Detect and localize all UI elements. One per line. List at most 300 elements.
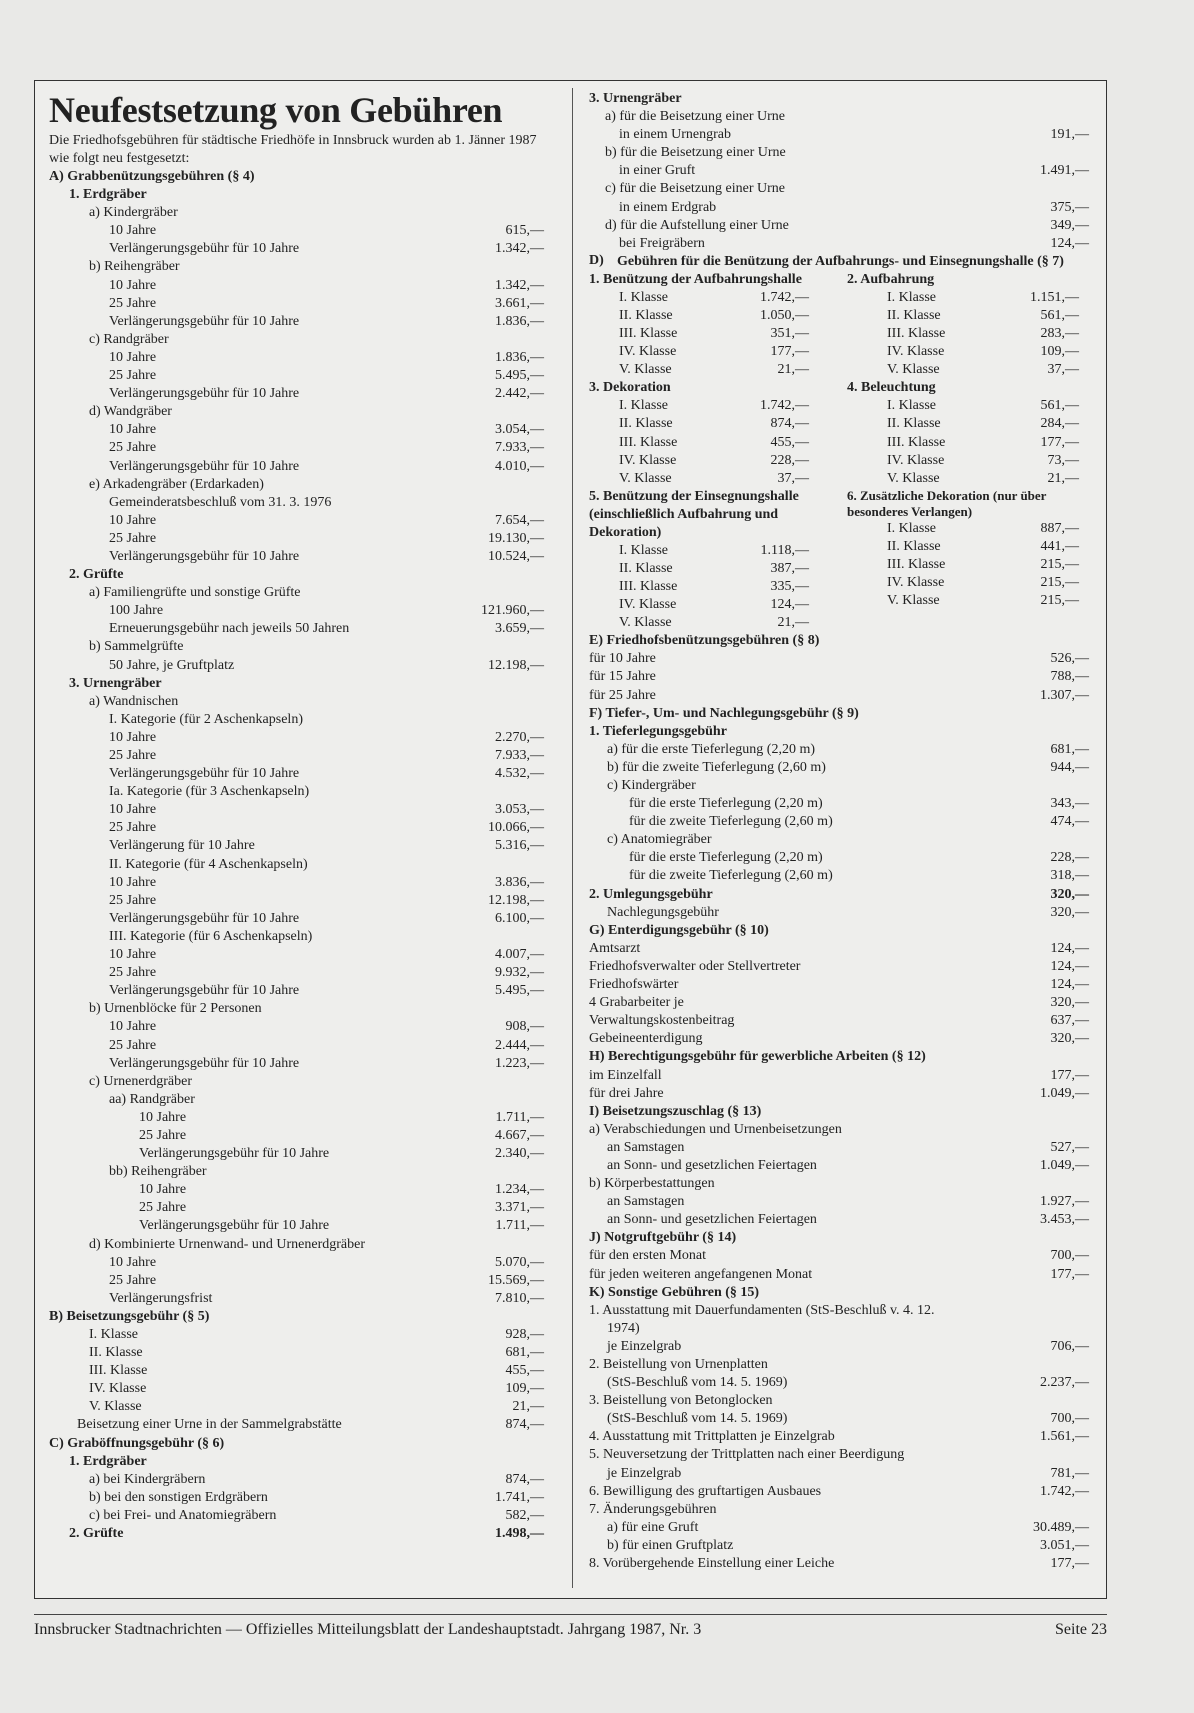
class-amount: 887,— [1040, 520, 1079, 536]
fee-label: 10 Jahre [109, 729, 157, 745]
fee-label: Ia. Kategorie (für 3 Aschenkapseln) [109, 784, 310, 800]
class-label: V. Klasse [619, 470, 672, 486]
fee-amount: 1.307,— [1040, 687, 1089, 703]
fee-row [589, 795, 1089, 813]
subtable-heading: 6. Zusätzliche Dekoration (nur über besonderes Verlangen) [847, 487, 1047, 519]
class-row [589, 307, 839, 325]
class-label: II. Klasse [619, 307, 673, 323]
fee-amount: 124,— [1050, 977, 1089, 993]
fee-amount: 5.495,— [495, 983, 544, 999]
fee-row [589, 1374, 1089, 1392]
fee-label: aa) Randgräber [109, 1091, 195, 1107]
fee-label: 25 Jahre [109, 1272, 157, 1288]
fee-list-right-top [589, 90, 1089, 253]
fee-label: für die erste Tieferlegung (2,20 m) [629, 796, 823, 812]
fee-row [49, 512, 544, 530]
fee-amount: 908,— [505, 1019, 544, 1035]
section-d-tables [589, 271, 1089, 632]
fee-label: 2. Umlegungsgebühr [589, 886, 713, 902]
fee-label: 7. Änderungsgebühren [589, 1501, 717, 1517]
fee-label: Verlängerungsgebühr für 10 Jahre [109, 241, 300, 257]
class-row [589, 452, 839, 470]
fee-row [589, 1103, 1089, 1121]
fee-amount: 320,— [1050, 1031, 1089, 1047]
fee-amount: 5.495,— [495, 368, 544, 384]
fee-amount: 1.049,— [1040, 1157, 1089, 1173]
fee-amount: 124,— [1050, 958, 1089, 974]
fee-label: Verlängerungsgebühr für 10 Jahre [109, 910, 300, 926]
fee-label: a) Familiengrüfte und sonstige Grüfte [89, 585, 301, 601]
class-label: IV. Klasse [619, 597, 677, 613]
fee-label: 25 Jahre [109, 368, 157, 384]
class-label: V. Klasse [887, 362, 940, 378]
fee-label: für die zweite Tieferlegung (2,60 m) [629, 868, 833, 884]
fee-amount: 4.010,— [495, 458, 544, 474]
fee-label: c) bei Frei- und Anatomiegräbern [89, 1507, 277, 1523]
class-amount: 21,— [1047, 470, 1079, 486]
fee-label: 3. Beistellung von Betonglocken [589, 1393, 773, 1409]
fee-amount: 3.051,— [1040, 1537, 1089, 1553]
fee-label: 100 Jahre [109, 603, 164, 619]
fee-row [589, 831, 1089, 849]
fee-label: 3. Urnengräber [589, 91, 682, 106]
fee-label: Beisetzung einer Urne in der Sammelgrabstätte [77, 1417, 342, 1433]
fee-amount: 526,— [1050, 651, 1089, 667]
fee-label: d) Wandgräber [89, 404, 172, 420]
fee-row [49, 313, 544, 331]
class-amount: 874,— [770, 416, 809, 432]
fee-amount: 3.836,— [495, 874, 544, 890]
subtable-heading: 3. Dekoration [589, 380, 671, 396]
class-label: IV. Klasse [887, 344, 945, 360]
footer-publication: Innsbrucker Stadtnachrichten — Offizielles Mitteilungsblatt der Landeshauptstadt. Jahrgang 1987, Nr. 3 [34, 1621, 702, 1638]
fee-amount: 788,— [1050, 669, 1089, 685]
fee-label: im Einzelfall [589, 1067, 662, 1083]
fee-amount: 474,— [1050, 814, 1089, 830]
fee-label: 25 Jahre [109, 892, 157, 908]
fee-amount: 191,— [1050, 127, 1089, 143]
section-d-subtable [589, 271, 839, 379]
fee-label: b) Urnenblöcke für 2 Personen [89, 1001, 262, 1017]
fee-label: I) Beisetzungszuschlag (§ 13) [589, 1103, 762, 1119]
fee-amount: 1.836,— [495, 349, 544, 365]
fee-label: für 25 Jahre [589, 687, 656, 703]
class-label: IV. Klasse [887, 575, 945, 591]
fee-label: 25 Jahre [139, 1200, 187, 1216]
fee-label: 6. Bewilligung des gruftartigen Ausbaues [589, 1483, 822, 1499]
class-label: V. Klasse [887, 593, 940, 609]
fee-row [49, 476, 544, 494]
fee-label: für den ersten Monat [589, 1248, 707, 1264]
fee-row [589, 741, 1089, 759]
fee-label: 2. Beistellung von Urnenplatten [589, 1357, 768, 1372]
fee-label: 10 Jahre [109, 512, 157, 528]
fee-row [589, 1175, 1089, 1193]
left-column [49, 90, 544, 1543]
fee-amount: 10.524,— [488, 548, 544, 564]
fee-row [589, 1139, 1089, 1157]
class-row [839, 470, 1089, 488]
fee-amount: 681,— [1050, 741, 1089, 757]
fee-row [49, 1344, 544, 1362]
fee-row [589, 1121, 1089, 1139]
fee-row [589, 1012, 1089, 1030]
fee-row [589, 162, 1089, 180]
class-amount: 37,— [1047, 362, 1079, 378]
class-row [839, 452, 1089, 470]
class-amount: 124,— [770, 597, 809, 613]
class-row [589, 343, 839, 361]
fee-row [589, 759, 1089, 777]
fee-row [49, 204, 544, 222]
fee-row [49, 620, 544, 638]
fee-label: J) Notgruftgebühr (§ 14) [589, 1230, 737, 1246]
fee-row [49, 222, 544, 240]
fee-label: b) für die zweite Tieferlegung (2,60 m) [607, 759, 826, 775]
fee-row [49, 1018, 544, 1036]
fee-row [49, 1326, 544, 1344]
class-amount: 1.742,— [760, 289, 809, 305]
fee-amount: 3.053,— [495, 802, 544, 818]
fee-label: IV. Klasse [89, 1381, 147, 1397]
fee-row [589, 687, 1089, 705]
fee-label: I. Klasse [89, 1327, 138, 1342]
class-label: V. Klasse [619, 362, 672, 378]
class-label: II. Klasse [887, 416, 941, 432]
fee-row [589, 777, 1089, 795]
fee-amount: 7.654,— [495, 512, 544, 528]
fee-label: d) für die Aufstellung einer Urne [605, 217, 789, 233]
fee-label: Verlängerungsgebühr für 10 Jahre [109, 313, 300, 329]
fee-amount: 12.198,— [488, 892, 544, 908]
fee-row [589, 1483, 1089, 1501]
fee-label: 10 Jahre [139, 1182, 187, 1198]
fee-row [49, 801, 544, 819]
class-amount: 441,— [1040, 538, 1079, 554]
class-amount: 387,— [770, 560, 809, 576]
fee-amount: 320,— [1050, 886, 1089, 902]
fee-label: an Sonn- und gesetzlichen Feiertagen [607, 1157, 817, 1173]
fee-row [589, 90, 1089, 108]
fee-row [49, 1254, 544, 1272]
fee-row [49, 530, 544, 548]
fee-label: c) Urnenerdgräber [89, 1073, 192, 1089]
fee-label: je Einzelgrab [607, 1338, 682, 1354]
class-row [589, 361, 839, 379]
fee-amount: 4.532,— [495, 766, 544, 782]
class-amount: 1.118,— [760, 542, 809, 558]
fee-label: c) Kindergräber [607, 778, 696, 793]
fee-row [589, 1284, 1089, 1302]
fee-row [49, 258, 544, 276]
fee-row [49, 1199, 544, 1217]
fee-amount: 30.489,— [1033, 1519, 1089, 1535]
fee-label: c) Randgräber [89, 331, 169, 347]
fee-row [49, 819, 544, 837]
class-row [589, 614, 839, 632]
fee-row [49, 331, 544, 349]
fee-label: Verlängerungsgebühr für 10 Jahre [139, 1146, 330, 1162]
fee-row [589, 1555, 1089, 1573]
fee-label: E) Friedhofsbenützungsgebühren (§ 8) [589, 633, 820, 649]
fee-amount: 874,— [505, 1471, 544, 1487]
fee-label: 1. Tieferlegungsgebühr [589, 723, 727, 739]
class-label: I. Klasse [887, 398, 936, 414]
fee-row [49, 1398, 544, 1416]
fee-label: 2. Grüfte [69, 567, 124, 583]
fee-label: Verlängerungsgebühr für 10 Jahre [109, 458, 300, 474]
fee-label: (StS-Beschluß vom 14. 5. 1969) [607, 1411, 788, 1427]
class-row [589, 325, 839, 343]
fee-amount: 1.561,— [1040, 1429, 1089, 1445]
fee-row [49, 1489, 544, 1507]
fee-row [49, 1181, 544, 1199]
class-label: II. Klasse [887, 538, 941, 554]
fee-label: in einem Urnengrab [619, 127, 731, 143]
fee-label: c) für die Beisetzung einer Urne [605, 181, 785, 197]
fee-amount: 706,— [1050, 1338, 1089, 1354]
fee-label: für jeden weiteren angefangenen Monat [589, 1266, 813, 1282]
class-row [589, 434, 839, 452]
class-label: V. Klasse [887, 470, 940, 486]
fee-label: 4 Grabarbeiter je [589, 995, 684, 1011]
fee-amount: 1.742,— [1040, 1483, 1089, 1499]
class-label: II. Klasse [887, 307, 941, 323]
fee-row [49, 675, 544, 693]
fee-label: 10 Jahre [109, 277, 157, 293]
class-label: I. Klasse [887, 520, 936, 536]
section-d-block [589, 271, 1089, 379]
fee-row [49, 1145, 544, 1163]
fee-amount: 12.198,— [488, 657, 544, 673]
fee-row [49, 1000, 544, 1018]
page-title: Neufestsetzung von Gebühren [49, 90, 503, 130]
fee-label: c) Anatomiegräber [607, 832, 712, 848]
fee-row [589, 849, 1089, 867]
fee-label: 25 Jahre [109, 965, 157, 981]
fee-row [589, 1338, 1089, 1356]
class-amount: 215,— [1040, 575, 1079, 591]
fee-row [589, 217, 1089, 235]
fee-label: 10 Jahre [109, 422, 157, 438]
fee-row [589, 1211, 1089, 1229]
class-amount: 1.742,— [760, 398, 809, 414]
fee-label: a) bei Kindergräbern [89, 1471, 206, 1487]
fee-amount: 2.442,— [495, 386, 544, 402]
fee-row [49, 837, 544, 855]
fee-row [49, 874, 544, 892]
fee-amount: 1.491,— [1040, 163, 1089, 179]
fee-amount: 375,— [1050, 199, 1089, 215]
fee-label: H) Berechtigungsgebühr für gewerbliche Arbeiten (§ 12) [589, 1049, 926, 1065]
fee-row [589, 126, 1089, 144]
class-label: I. Klasse [887, 289, 936, 305]
fee-label: Verwaltungskostenbeitrag [589, 1013, 735, 1029]
fee-row [49, 1272, 544, 1290]
class-label: II. Klasse [619, 560, 673, 576]
fee-label: K) Sonstige Gebühren (§ 15) [589, 1284, 760, 1300]
fee-label: b) Reihengräber [89, 259, 180, 275]
fee-row [49, 1236, 544, 1254]
fee-amount: 2.270,— [495, 729, 544, 745]
fee-label: 10 Jahre [109, 802, 157, 818]
fee-row [49, 548, 544, 566]
fee-row [589, 1465, 1089, 1483]
class-row [839, 415, 1089, 433]
fee-amount: 19.130,— [488, 530, 544, 546]
fee-label: b) Sammelgrüfte [89, 639, 184, 655]
fee-row [49, 1127, 544, 1145]
class-row [589, 397, 839, 415]
page-number: Seite 23 [1055, 1621, 1107, 1638]
fee-label: 10 Jahre [109, 349, 157, 365]
class-row [839, 574, 1089, 592]
class-amount: 215,— [1040, 556, 1079, 572]
fee-label: an Samstagen [607, 1139, 685, 1155]
class-amount: 73,— [1047, 452, 1079, 468]
fee-row [49, 1163, 544, 1181]
fee-label: für drei Jahre [589, 1085, 664, 1101]
class-row [839, 343, 1089, 361]
fee-amount: 9.932,— [495, 965, 544, 981]
fee-row [589, 1519, 1089, 1537]
fee-label: Gemeinderatsbeschluß vom 31. 3. 1976 [109, 494, 332, 510]
class-row [839, 361, 1089, 379]
fee-row [49, 747, 544, 765]
fee-row [589, 1302, 1089, 1320]
fee-amount: 1.498,— [495, 1526, 544, 1542]
fee-label: 10 Jahre [109, 947, 157, 963]
fee-row [589, 958, 1089, 976]
fee-label: Verlängerungsgebühr für 10 Jahre [109, 1055, 300, 1071]
subtable-heading: 1. Benützung der Aufbahrungshalle [589, 271, 802, 287]
fee-row [49, 1380, 544, 1398]
fee-row [49, 295, 544, 313]
fee-label: an Sonn- und gesetzlichen Feiertagen [607, 1212, 817, 1228]
fee-amount: 1.741,— [495, 1489, 544, 1505]
fee-amount: 124,— [1050, 940, 1089, 956]
class-row [839, 520, 1089, 538]
section-d-subtable [839, 379, 1089, 487]
fee-label: Friedhofsverwalter oder Stellvertreter [589, 958, 801, 974]
fee-row [49, 1525, 544, 1543]
fee-label: III. Kategorie (für 6 Aschenkapseln) [109, 928, 313, 944]
fee-label: 1974) [607, 1320, 640, 1336]
fee-amount: 7.810,— [495, 1290, 544, 1306]
class-row [589, 289, 839, 307]
fee-row [589, 813, 1089, 831]
fee-row [49, 1037, 544, 1055]
fee-row [589, 632, 1089, 650]
fee-row [589, 1266, 1089, 1284]
fee-label: für die zweite Tieferlegung (2,60 m) [629, 814, 833, 830]
fee-row [589, 108, 1089, 126]
fee-row [589, 976, 1089, 994]
fee-label: I. Kategorie (für 2 Aschenkapseln) [109, 711, 303, 727]
fee-amount: 7.933,— [495, 440, 544, 456]
section-d-subtable [839, 271, 1089, 379]
intro-text: Die Friedhofsgebühren für städtische Friedhöfe in Innsbruck wurden ab 1. Jänner 1987 wie folgt neu festgesetzt: [49, 133, 537, 166]
class-amount: 351,— [770, 326, 809, 342]
fee-label: a) für die erste Tieferlegung (2,20 m) [607, 741, 815, 757]
fee-label: Verlängerung für 10 Jahre [109, 838, 255, 854]
fee-label: bb) Reihengräber [109, 1164, 207, 1180]
fee-row [49, 1507, 544, 1525]
fee-amount: 4.007,— [495, 947, 544, 963]
fee-amount: 6.100,— [495, 910, 544, 926]
fee-row [49, 1290, 544, 1308]
fee-amount: 320,— [1050, 995, 1089, 1011]
class-amount: 215,— [1040, 593, 1079, 609]
fee-row [589, 1356, 1089, 1374]
fee-label: für 10 Jahre [589, 651, 656, 667]
class-row [589, 596, 839, 614]
fee-label: d) Kombinierte Urnenwand- und Urnenerdgräber [89, 1236, 366, 1252]
fee-label: 3. Urnengräber [69, 675, 162, 691]
fee-amount: 109,— [505, 1381, 544, 1397]
fee-label: F) Tiefer-, Um- und Nachlegungsgebühr (§ 9) [589, 705, 859, 721]
fee-label: 2. Grüfte [69, 1526, 124, 1542]
fee-amount: 349,— [1050, 217, 1089, 233]
fee-label: b) für die Beisetzung einer Urne [605, 145, 786, 161]
fee-label: 10 Jahre [109, 223, 157, 239]
fee-amount: 1.711,— [495, 1218, 544, 1234]
fee-row [589, 922, 1089, 940]
class-row [589, 542, 839, 560]
fee-row [49, 566, 544, 584]
fee-amount: 318,— [1050, 868, 1089, 884]
fee-amount: 1.342,— [495, 241, 544, 257]
fee-row [589, 1501, 1089, 1519]
fee-row [589, 723, 1089, 741]
fee-amount: 781,— [1050, 1465, 1089, 1481]
fee-row [589, 668, 1089, 686]
fee-amount: 10.066,— [488, 820, 544, 836]
fee-amount: 2.237,— [1040, 1375, 1089, 1391]
fee-amount: 1.711,— [495, 1109, 544, 1125]
class-amount: 1.151,— [1030, 289, 1079, 305]
fee-row [49, 403, 544, 421]
class-amount: 561,— [1040, 307, 1079, 323]
fee-label: Nachlegungsgebühr [607, 904, 719, 920]
fee-row [49, 367, 544, 385]
fee-list-left [49, 168, 544, 1543]
class-label: III. Klasse [619, 434, 678, 450]
fee-label: B) Beisetzungsgebühr (§ 5) [49, 1308, 210, 1324]
fee-row [589, 705, 1089, 723]
class-label: II. Klasse [619, 416, 673, 432]
fee-amount: 177,— [1050, 1067, 1089, 1083]
fee-label: 1. Erdgräber [69, 187, 147, 203]
fee-row [49, 494, 544, 512]
class-row [589, 560, 839, 578]
fee-row [49, 711, 544, 729]
fee-label: Verlängerungsgebühr für 10 Jahre [109, 386, 300, 402]
class-amount: 1.050,— [760, 307, 809, 323]
page-footer [34, 1614, 1107, 1639]
fee-amount: 1.927,— [1040, 1194, 1089, 1210]
section-d-block [589, 488, 1089, 632]
class-label: III. Klasse [619, 326, 678, 342]
fee-row [589, 1157, 1089, 1175]
fee-row [49, 458, 544, 476]
fee-label: Verlängerungsgebühr für 10 Jahre [109, 983, 300, 999]
fee-label: je Einzelgrab [607, 1465, 682, 1481]
fee-row [49, 783, 544, 801]
fee-label: Verlängerungsfrist [109, 1290, 213, 1306]
fee-amount: 3.054,— [495, 422, 544, 438]
fee-row [589, 940, 1089, 958]
